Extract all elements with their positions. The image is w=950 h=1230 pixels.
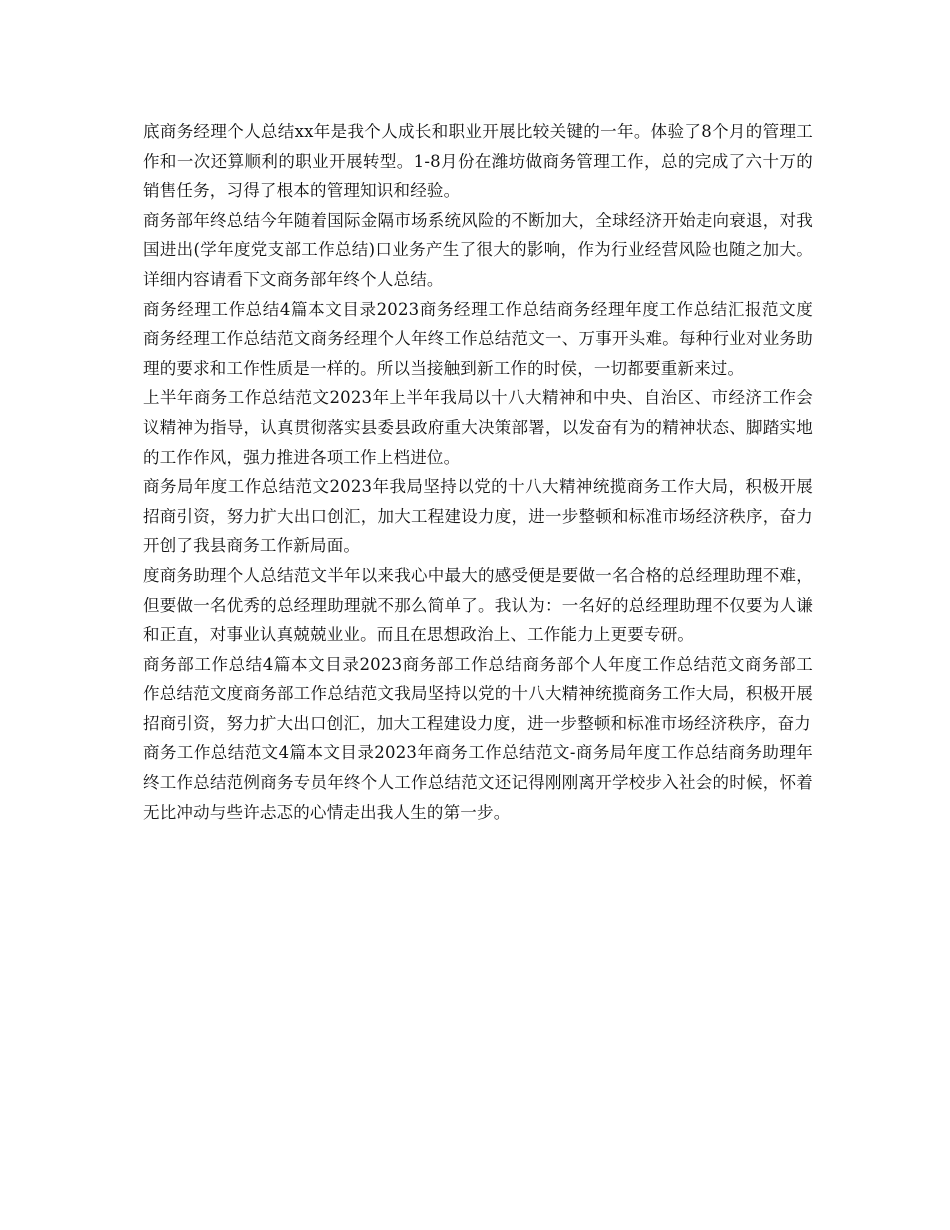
paragraph-6: 度商务助理个人总结范文半年以来我心中最大的感受便是要做一名合格的总经理助理不难，但要做一名优秀的总经理助理就不那么简单了。我认为：一名好的总经理助理不仅要为人谦和正直，对事业认真兢兢业业。而且在思想政治上、工作能力上更要专研。 [143, 565, 813, 645]
paragraph-2: 商务部年终总结今年随着国际金隔市场系统风险的不断加大，全球经济开始走向衰退，对我国进出(学年度党支部工作总结)口业务产生了很大的影响，作为行业经营风险也随之加大。 详细内容请看下文商务部年终个人总结。 [143, 210, 813, 289]
document-body [143, 117, 813, 827]
paragraph-3: 商务经理工作总结4篇本文目录2023商务经理工作总结商务经理年度工作总结汇报范文度商务经理工作总结范文商务经理个人年终工作总结范文一、万事开头难。每种行业对业务助理的要求和工作性质是一样的。所以当接触到新工作的时侯，一切都要重新来过。 [143, 299, 813, 378]
paragraph-4: 上半年商务工作总结范文2023年上半年我局以十八大精神和中央、自治区、市经济工作会议精神为指导，认真贯彻落实县委县政府重大决策部署，以发奋有为的精神状态、脚踏实地的工作作风，强力推进各项工作上档进位。 [143, 388, 813, 467]
paragraph-8: 商务工作总结范文4篇本文目录2023年商务工作总结范文-商务局年度工作总结商务助理年终工作总结范例商务专员年终个人工作总结范文还记得刚刚离开学校步入社会的时候，怀着无比冲动与些许忐忑的心情走出我人生的第一步。 [143, 743, 813, 822]
paragraph-7: 商务部工作总结4篇本文目录2023商务部工作总结商务部个人年度工作总结范文商务部工作总结范文度商务部工作总结范文我局坚持以党的十八大精神统揽商务工作大局，积极开展招商引资，努力扩大出口创汇，加大工程建设力度，进一步整顿和标准市场经济秩序，奋力 [143, 654, 813, 733]
paragraph-1: 底商务经理个人总结xx年是我个人成长和职业开展比较关键的一年。体验了8个月的管理工作和一次还算顺利的职业开展转型。1-8月份在潍坊做商务管理工作，总的完成了六十万的销售任务，习得了根本的管理知识和经验。 [143, 122, 813, 201]
paragraph-5: 商务局年度工作总结范文2023年我局坚持以党的十八大精神统揽商务工作大局，积极开展招商引资，努力扩大出口创汇，加大工程建设力度，进一步整顿和标准市场经济秩序，奋力开创了我县商务工作新局面。 [143, 477, 813, 556]
